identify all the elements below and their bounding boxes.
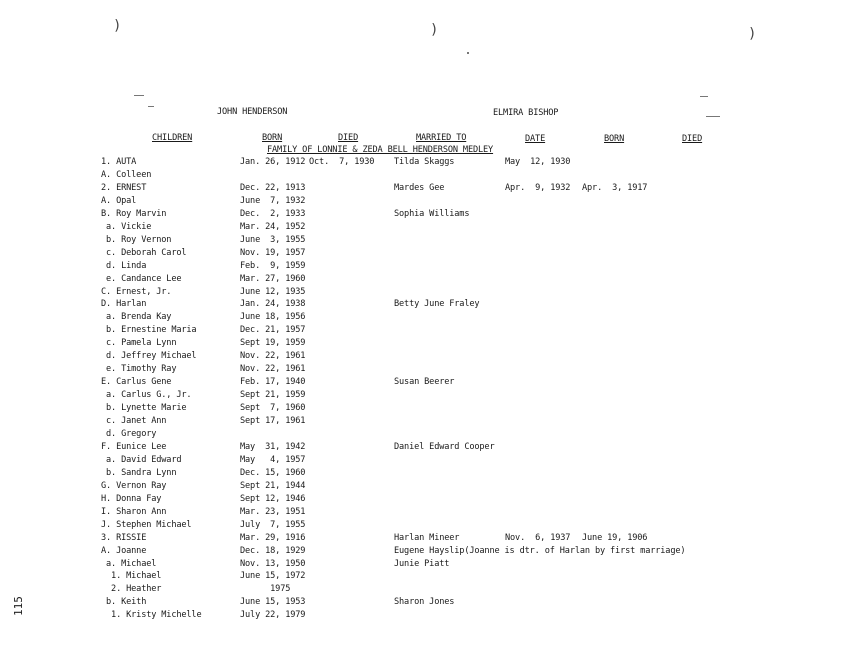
- child-name: J. Stephen Michael: [101, 519, 192, 530]
- col-date: DATE: [525, 134, 546, 144]
- born-date: Sept 7, 1960: [240, 403, 306, 413]
- born-date: Nov. 13, 1950: [240, 558, 306, 569]
- child-name: a. Brenda Kay: [101, 312, 172, 323]
- spouse-name: Mardes Gee: [394, 182, 445, 193]
- col-born: BORN: [262, 133, 283, 143]
- child-name: 1. Kristy Michelle: [101, 610, 202, 621]
- child-name: a. Vickie: [101, 221, 152, 232]
- born-date: Sept 21, 1959: [240, 390, 306, 401]
- spouse-name: Betty June Fraley: [394, 299, 480, 310]
- spouse-name: Harlan Mineer: [394, 532, 460, 543]
- scan-dash: [700, 96, 708, 97]
- spouse-name: Junie Piatt: [394, 558, 450, 569]
- born-date: Feb. 17, 1940: [240, 377, 306, 388]
- child-name: a. David Edward: [101, 454, 182, 465]
- scan-dash: [706, 116, 720, 117]
- born-date: 1975: [240, 584, 291, 595]
- child-name: c. Janet Ann: [101, 416, 167, 426]
- col-children: CHILDREN: [152, 133, 193, 143]
- spouse-name: Sharon Jones: [394, 597, 455, 608]
- child-name: c. Pamela Lynn: [101, 338, 177, 349]
- born-date: Dec. 2, 1933: [240, 208, 306, 219]
- child-name: D. Harlan: [101, 299, 147, 310]
- child-name: G. Vernon Ray: [101, 480, 167, 491]
- child-name: a. Carlus G., Jr.: [101, 390, 192, 401]
- child-name: E. Carlus Gene: [101, 377, 172, 388]
- born-date: Mar. 24, 1952: [240, 221, 306, 232]
- family-title: FAMILY OF LONNIE & ZEDA BELL HENDERSON MEDLEY: [267, 145, 494, 155]
- marriage-date: Apr. 9, 1932: [505, 182, 571, 193]
- child-name: b. Sandra Lynn: [101, 467, 177, 478]
- born-date: June 15, 1972: [240, 571, 306, 582]
- scan-dash: [134, 95, 144, 96]
- born-date: May 4, 1957: [240, 454, 306, 465]
- scan-speck: [467, 52, 469, 54]
- child-name: A. Joanne: [101, 545, 147, 556]
- scan-mark: ): [113, 18, 122, 34]
- col-born-2: BORN: [604, 134, 625, 144]
- col-died: DIED: [338, 133, 359, 143]
- born-date: Dec. 15, 1960: [240, 467, 306, 478]
- child-name: b. Ernestine Maria: [101, 325, 197, 336]
- child-name: d. Linda: [101, 260, 147, 271]
- page-number: 115: [12, 596, 25, 616]
- born-date: June 12, 1935: [240, 286, 306, 297]
- born-date: Feb. 9, 1959: [240, 260, 306, 271]
- child-name: b. Roy Vernon: [101, 234, 172, 245]
- born-date: Nov. 22, 1961: [240, 351, 306, 362]
- child-name: d. Gregory: [101, 428, 157, 439]
- born-date: Mar. 27, 1960: [240, 273, 306, 284]
- born-date: Nov. 22, 1961: [240, 364, 306, 375]
- child-name: 2. ERNEST: [101, 182, 147, 193]
- born-date: Sept 21, 1944: [240, 480, 306, 491]
- born-date: June 3, 1955: [240, 234, 306, 245]
- col-died-2: DIED: [682, 134, 703, 144]
- born-date: Mar. 23, 1951: [240, 506, 306, 517]
- wife-name: ELMIRA BISHOP: [493, 108, 559, 118]
- child-name: 2. Heather: [101, 584, 162, 595]
- child-name: e. Timothy Ray: [101, 364, 177, 375]
- born-date: Jan. 24, 1938: [240, 299, 306, 310]
- scan-dash: [148, 106, 154, 107]
- born-date: June 7, 1932: [240, 195, 306, 206]
- child-name: I. Sharon Ann: [101, 506, 167, 517]
- child-name: 1. Michael: [101, 571, 162, 582]
- born-date: May 31, 1942: [240, 441, 306, 452]
- spouse-name: Daniel Edward Cooper: [394, 441, 495, 452]
- child-name: c. Deborah Carol: [101, 247, 187, 258]
- spouse-born-date: June 19, 1906: [582, 532, 648, 543]
- spouse-name: Susan Beerer: [394, 377, 455, 388]
- marriage-date: May 12, 1930: [505, 157, 571, 167]
- born-date: Dec. 22, 1913: [240, 182, 306, 193]
- born-date: Sept 17, 1961: [240, 416, 306, 426]
- born-date: Sept 19, 1959: [240, 338, 306, 349]
- child-name: d. Jeffrey Michael: [101, 351, 197, 362]
- child-name: a. Michael: [101, 558, 157, 569]
- child-name: e. Candance Lee: [101, 273, 182, 284]
- child-name: A. Opal: [101, 195, 137, 206]
- spouse-born-date: Apr. 3, 1917: [582, 182, 648, 193]
- born-date: Mar. 29, 1916: [240, 532, 306, 543]
- born-date: June 18, 1956: [240, 312, 306, 323]
- died-date: Oct. 7, 1930: [309, 157, 375, 167]
- child-name: H. Donna Fay: [101, 493, 162, 504]
- child-name: F. Eunice Lee: [101, 441, 167, 452]
- marriage-date: Nov. 6, 1937: [505, 532, 571, 543]
- spouse-name: Eugene Hayslip(Joanne is dtr. of Harlan by first marriage): [394, 545, 686, 556]
- child-name: 1. AUTA: [101, 157, 137, 167]
- spouse-name: Tilda Skaggs: [394, 157, 455, 167]
- husband-name: JOHN HENDERSON: [217, 107, 288, 117]
- born-date: Jan. 26, 1912: [240, 157, 306, 167]
- born-date: Dec. 18, 1929: [240, 545, 306, 556]
- born-date: July 7, 1955: [240, 519, 306, 530]
- child-name: 3. RISSIE: [101, 532, 147, 543]
- born-date: June 15, 1953: [240, 597, 306, 608]
- child-name: A. Colleen: [101, 169, 152, 180]
- scan-mark: ): [748, 26, 757, 42]
- child-name: C. Ernest, Jr.: [101, 286, 172, 297]
- born-date: Dec. 21, 1957: [240, 325, 306, 336]
- scan-mark: ): [430, 22, 439, 38]
- born-date: Sept 12, 1946: [240, 493, 306, 504]
- child-name: b. Keith: [101, 597, 147, 608]
- born-date: July 22, 1979: [240, 610, 306, 621]
- spouse-name: Sophia Williams: [394, 208, 470, 219]
- born-date: Nov. 19, 1957: [240, 247, 306, 258]
- col-married-to: MARRIED TO: [416, 133, 467, 143]
- child-name: b. Lynette Marie: [101, 403, 187, 413]
- child-name: B. Roy Marvin: [101, 208, 167, 219]
